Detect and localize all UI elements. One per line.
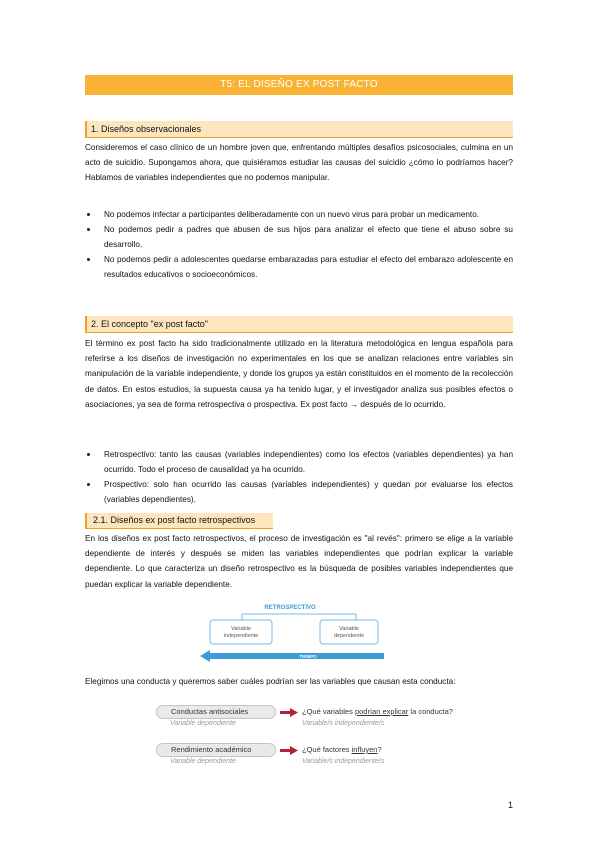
section-1-bullets xyxy=(85,207,513,282)
retrospective-diagram xyxy=(200,600,384,664)
bullet-icon xyxy=(87,453,90,456)
diagram-box-dependent xyxy=(320,620,378,644)
page-number: 1 xyxy=(508,800,514,810)
pill-caption: Variable dependiente xyxy=(170,758,236,765)
pill-caption: Variable dependiente xyxy=(170,720,236,727)
timeline-label: TIEMPO xyxy=(299,654,317,659)
bullet-icon xyxy=(87,258,90,261)
diagram-box-independent-label: Variable independiente xyxy=(223,626,259,639)
section-2-intro: El término ex post facto ha sido tradicionalmente utilizado en la literatura metodológica en lengua española para referirse a los diseños de investigación no experimentales en los que se analizan relaciones entre variables sin manipulación de la variable independiente, y donde los grupos ya están constituidos en el momento de la recolección de datos. En estos estudios, la supuesta causa ya ha tenido lugar, y el investigador analiza sus posibles efectos o asociaciones, ya sea de forma retrospectiva o prospectiva. Ex post facto → después de lo ocurrido. xyxy=(85,339,513,409)
list-item: No podemos pedir a padres que abusen de sus hijos para analizar el efecto que tiene el abuso sobre su desarrollo. xyxy=(85,222,513,252)
example-row xyxy=(156,743,476,775)
list-item: Prospectivo: solo han ocurrido las causas (variables independientes) y quedan por evaluarse los efectos (variables dependientes). xyxy=(85,477,513,507)
question-text: ¿Qué factores influyen? xyxy=(302,745,382,754)
arrow-right-icon xyxy=(280,708,298,717)
example-intro: Elegimos una conducta y queremos saber cuáles podrían ser las variables que causan esta conducta: xyxy=(85,677,456,686)
arrow-right-icon xyxy=(280,746,298,755)
question-caption: Variable/s independiente/s xyxy=(302,720,385,727)
diagram-title: RETROSPECTIVO xyxy=(264,605,316,611)
section-2-bullets xyxy=(85,447,513,507)
question-caption: Variable/s independiente/s xyxy=(302,758,385,765)
section-heading-1: 1. Diseños observacionales xyxy=(85,121,513,138)
dependent-variable-pill: Conductas antisociales xyxy=(156,705,276,719)
bullet-icon xyxy=(87,228,90,231)
question-text: ¿Qué variables podrían explicar la conducta? xyxy=(302,707,453,716)
section-heading-2-1: 2.1. Diseños ex post facto retrospectivos xyxy=(85,513,273,529)
dependent-variable-pill: Rendimiento académico xyxy=(156,743,276,757)
section-heading-2: 2. El concepto "ex post facto" xyxy=(85,316,513,333)
page-title: T5: EL DISEÑO EX POST FACTO xyxy=(85,75,513,95)
bullet-icon xyxy=(87,213,90,216)
list-item: No podemos pedir a adolescentes quedarse embarazadas para estudiar el efecto del embarazo adolescente en resultados educativos o socioeconómicos. xyxy=(85,252,513,282)
diagram-box-dependent-label: Variable dependiente xyxy=(333,626,365,639)
list-item: Retrospectivo: tanto las causas (variables independientes) como los efectos (variables dependientes) ya han ocurrido. Todo el proceso de causalidad ya ha ocurrido. xyxy=(85,447,513,477)
section-1-intro: Consideremos el caso clínico de un hombre joven que, enfrentando múltiples desafíos psicosociales, culmina en un acto de suicidio. Supongamos ahora, que quisiéramos estudiar las causas del suicidio ¿cómo lo podríamos hacer? Hablamos de variables independientes que no podemos manipular. xyxy=(85,143,513,183)
diagram-box-independent xyxy=(210,620,272,644)
section-2-1-intro: En los diseños ex post facto retrospectivos, el proceso de investigación es "al revés": primero se elige a la variable dependiente de interés y después se miden las variables independientes que podrían explicar la variable dependiente. Lo que caracteriza un diseño retrospectivo es la búsqueda de posibles variables independientes que puedan explicar la variable dependiente. xyxy=(85,534,513,589)
timeline-arrow-icon xyxy=(200,650,384,662)
bullet-icon xyxy=(87,483,90,486)
example-row xyxy=(156,705,476,737)
list-item: No podemos infectar a participantes deliberadamente con un nuevo virus para probar un medicamento. xyxy=(85,207,513,222)
